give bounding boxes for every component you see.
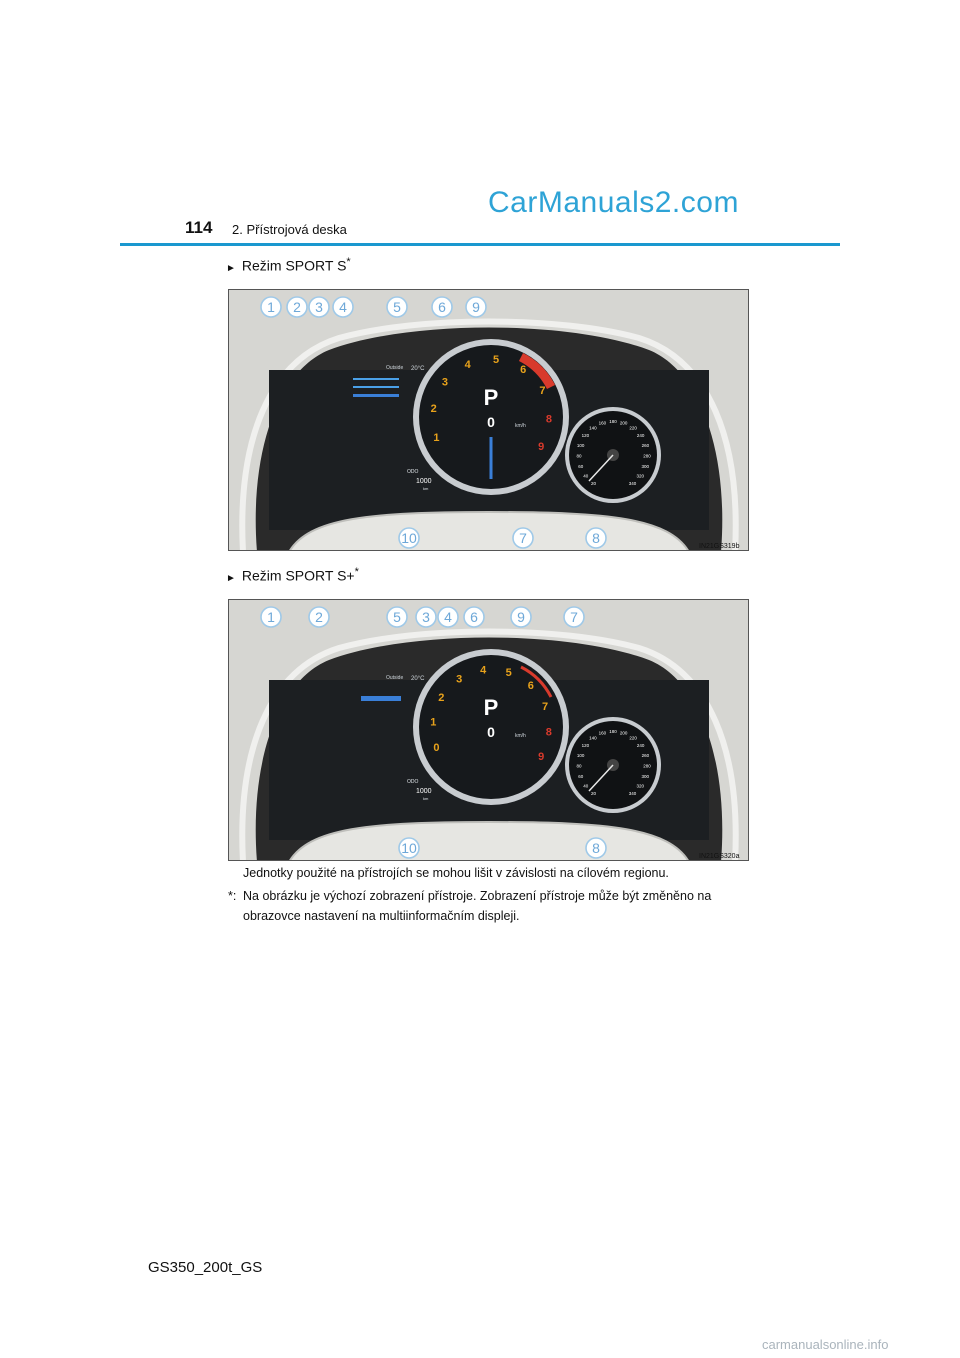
- odometer-value: 1000: [416, 478, 432, 485]
- gear-indicator: P: [483, 385, 499, 410]
- tach-tick-label: 2: [438, 692, 445, 705]
- callout-number: 10: [401, 530, 417, 546]
- speedo-tick-label: 140: [589, 735, 597, 741]
- tach-tick-label: 7: [539, 385, 546, 398]
- tach-tick-label: 9: [538, 441, 545, 453]
- gear-indicator: P: [483, 695, 499, 720]
- tach-tick-label: 1: [433, 431, 440, 444]
- speedo-tick-label: 260: [641, 752, 650, 758]
- figure-sport-s: [228, 289, 749, 551]
- callout-number: 9: [472, 299, 480, 315]
- outside-temp: 20°C: [411, 676, 425, 682]
- speedo-tick-label: 60: [578, 773, 584, 779]
- chapter-title: 2. Přístrojová deska: [232, 222, 347, 237]
- odometer-unit: km: [423, 796, 429, 801]
- fuel-bar: [361, 696, 401, 701]
- speedo-tick-label: 120: [581, 433, 590, 439]
- dashboard-illustration-sport-s-plus: [229, 600, 749, 861]
- tach-tick-label: 0: [433, 741, 440, 754]
- oil-temp-bar: [353, 386, 399, 388]
- asterisk-mark: *: [354, 566, 359, 578]
- tach-tick-label: 7: [542, 701, 549, 714]
- tach-tick-label: 8: [545, 413, 553, 426]
- callout-number: 9: [517, 609, 525, 625]
- callout-number: 7: [570, 609, 578, 625]
- odometer-value: 1000: [416, 788, 432, 795]
- callout-number: 1: [267, 609, 275, 625]
- header-rule: [120, 243, 840, 246]
- tach-tick-label: 6: [520, 363, 527, 376]
- speedo-tick-label: 320: [636, 473, 644, 479]
- section-title: Režim SPORT S: [241, 257, 347, 274]
- tach-tick-label: 4: [480, 664, 487, 677]
- tach-tick-label: 4: [464, 358, 471, 371]
- speedo-tick-label: 120: [581, 743, 590, 749]
- speedo-tick-label: 220: [629, 735, 637, 741]
- tach-tick-label: 5: [505, 666, 512, 679]
- speedo-tick-label: 40: [583, 783, 589, 789]
- asterisk-mark: *: [346, 256, 351, 268]
- watermark-logo: CarManuals2.com: [488, 186, 739, 219]
- speedo-tick-label: 40: [583, 473, 589, 479]
- callout-number: 5: [393, 609, 401, 625]
- speedo-tick-label: 340: [628, 790, 637, 796]
- speedo-tick-label: 340: [628, 480, 637, 486]
- odo-label: ODO: [407, 469, 419, 475]
- speedo-tick-label: 280: [643, 763, 651, 769]
- speed-unit: km/h: [515, 423, 526, 429]
- watermark-footer: carmanualsonline.info: [762, 1337, 889, 1352]
- callout-number: 6: [438, 299, 446, 315]
- tach-tick-label: 6: [527, 679, 534, 692]
- callout-number: 2: [293, 299, 301, 315]
- section-heading-sport-s: [226, 256, 351, 274]
- speedo-tick-label: 300: [641, 773, 649, 779]
- speedo-tick-label: 300: [641, 463, 649, 469]
- speed-readout: 0: [487, 414, 495, 430]
- speedo-tick-label: 160: [598, 730, 607, 736]
- speedo-tick-label: 100: [576, 752, 585, 758]
- tach-tick-label: 1: [430, 716, 437, 729]
- speedo-tick-label: 80: [576, 763, 582, 769]
- speedo-tick-label: 200: [619, 730, 628, 736]
- section-heading-sport-s-plus: [226, 566, 359, 584]
- tach-tick-label: 5: [492, 354, 500, 367]
- outside-temp: 20°C: [411, 366, 425, 372]
- tach-tick-label: 3: [441, 376, 449, 389]
- odometer-unit: km: [423, 486, 429, 491]
- odo-label: ODO: [407, 779, 419, 785]
- tach-tick-label: 3: [456, 673, 463, 686]
- tach-tick-label: 9: [538, 751, 545, 763]
- speedo-tick-label: 20: [590, 790, 597, 796]
- callout-number: 3: [315, 299, 323, 315]
- outside-label: Outside: [386, 365, 404, 371]
- callout-number: 1: [267, 299, 275, 315]
- speedo-tick-label: 220: [629, 425, 637, 431]
- speedo-tick-label: 20: [590, 480, 597, 486]
- speedo-tick-label: 160: [598, 420, 607, 426]
- speedo-tick-label: 180: [609, 729, 617, 734]
- page-number: 114: [185, 218, 213, 237]
- dashboard-illustration-sport-s: [229, 290, 749, 551]
- figure-code: IN21GS319b: [699, 543, 740, 550]
- speedo-tick-label: 200: [619, 420, 628, 426]
- figure-sport-s-plus: [228, 599, 749, 861]
- speedo-tick-label: 320: [636, 783, 644, 789]
- speedo-tick-label: 240: [636, 433, 645, 439]
- section-title: Režim SPORT S+: [241, 567, 355, 584]
- triangle-bullet-icon: ►: [226, 572, 236, 584]
- speedo-tick-label: 280: [643, 453, 651, 459]
- units-note: Jednotky použité na přístrojích se mohou lišit v závislosti na cílovém regionu.: [243, 866, 669, 880]
- callout-number: 2: [315, 609, 323, 625]
- coolant-bar: [353, 378, 399, 380]
- outside-label: Outside: [386, 675, 404, 681]
- callout-number: 8: [592, 840, 600, 856]
- fuel-bar: [353, 394, 399, 397]
- tach-tick-label: 2: [430, 403, 437, 416]
- callout-number: 5: [393, 299, 401, 315]
- callout-number: 10: [401, 840, 417, 856]
- speedo-tick-label: 260: [641, 442, 650, 448]
- speedo-tick-label: 180: [609, 419, 617, 424]
- asterisk-label: *:: [228, 889, 237, 903]
- callout-number: 4: [339, 299, 347, 315]
- callout-number: 6: [470, 609, 478, 625]
- tach-tick-label: 8: [545, 726, 552, 739]
- speed-unit: km/h: [515, 733, 526, 739]
- figure-code: IN21GS320a: [699, 853, 740, 860]
- footer-model-code: GS350_200t_GS: [148, 1259, 263, 1276]
- callout-number: 7: [519, 530, 527, 546]
- speedo-tick-label: 140: [589, 425, 597, 431]
- speed-readout: 0: [487, 724, 495, 740]
- callout-number: 3: [422, 609, 430, 625]
- speedo-tick-label: 100: [576, 442, 585, 448]
- asterisk-note: Na obrázku je výchozí zobrazení přístroje. Zobrazení přístroje může být změněno na obrazovce nastavení na multiinformačním displeji.: [243, 889, 712, 923]
- callout-number: 4: [444, 609, 452, 625]
- triangle-bullet-icon: ►: [226, 262, 236, 274]
- callout-number: 8: [592, 530, 600, 546]
- speedo-tick-label: 60: [578, 463, 584, 469]
- speedo-tick-label: 80: [576, 453, 582, 459]
- speedo-tick-label: 240: [636, 743, 645, 749]
